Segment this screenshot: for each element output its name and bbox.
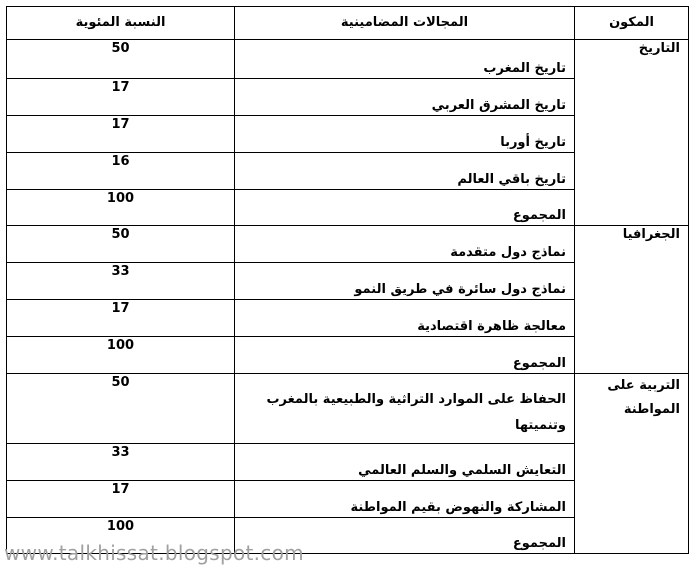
component-citizenship: التربية على المواطنة [575, 374, 689, 554]
percent-cell: 17 [7, 116, 235, 153]
percent-cell: 50 [7, 226, 235, 263]
header-domains: المجالات المضامينية [235, 7, 575, 40]
domain-cell: نماذج دول متقدمة [235, 226, 575, 263]
domain-cell: معالجة ظاهرة اقتصادية [235, 300, 575, 337]
domain-cell: المجموع [235, 337, 575, 374]
curriculum-table [6, 6, 689, 554]
table-row [7, 226, 689, 263]
domain-cell: تاريخ المشرق العربي [235, 79, 575, 116]
domain-cell: التعايش السلمي والسلم العالمي [235, 444, 575, 481]
domain-cell: نماذج دول سائرة في طريق النمو [235, 263, 575, 300]
table-row [7, 40, 689, 79]
domain-cell: تاريخ باقي العالم [235, 153, 575, 190]
domain-cell: المجموع [235, 518, 575, 554]
domain-cell: تاريخ أوربا [235, 116, 575, 153]
component-history: التاريخ [575, 40, 689, 226]
percent-cell: 100 [7, 337, 235, 374]
percent-cell: 17 [7, 79, 235, 116]
header-row [7, 7, 689, 40]
percent-cell: 16 [7, 153, 235, 190]
table-row [7, 374, 689, 444]
percent-cell: 33 [7, 263, 235, 300]
domain-cell: الحفاظ على الموارد التراثية والطبيعية بالمغرب وتنميتها [235, 374, 575, 444]
component-geography: الجغرافيا [575, 226, 689, 374]
percent-cell: 17 [7, 300, 235, 337]
percent-cell: 17 [7, 481, 235, 518]
percent-cell: 33 [7, 444, 235, 481]
percent-cell: 50 [7, 40, 235, 79]
percent-cell: 50 [7, 374, 235, 444]
percent-cell: 100 [7, 518, 235, 554]
site-watermark: www.talkhissat.blogspot.com [4, 541, 304, 565]
domain-cell: المشاركة والنهوض بقيم المواطنة [235, 481, 575, 518]
domain-cell: تاريخ المغرب [235, 40, 575, 79]
domain-cell: المجموع [235, 190, 575, 226]
header-component: المكون [575, 7, 689, 40]
percent-cell: 100 [7, 190, 235, 226]
header-percentage: النسبة المئوية [7, 7, 235, 40]
